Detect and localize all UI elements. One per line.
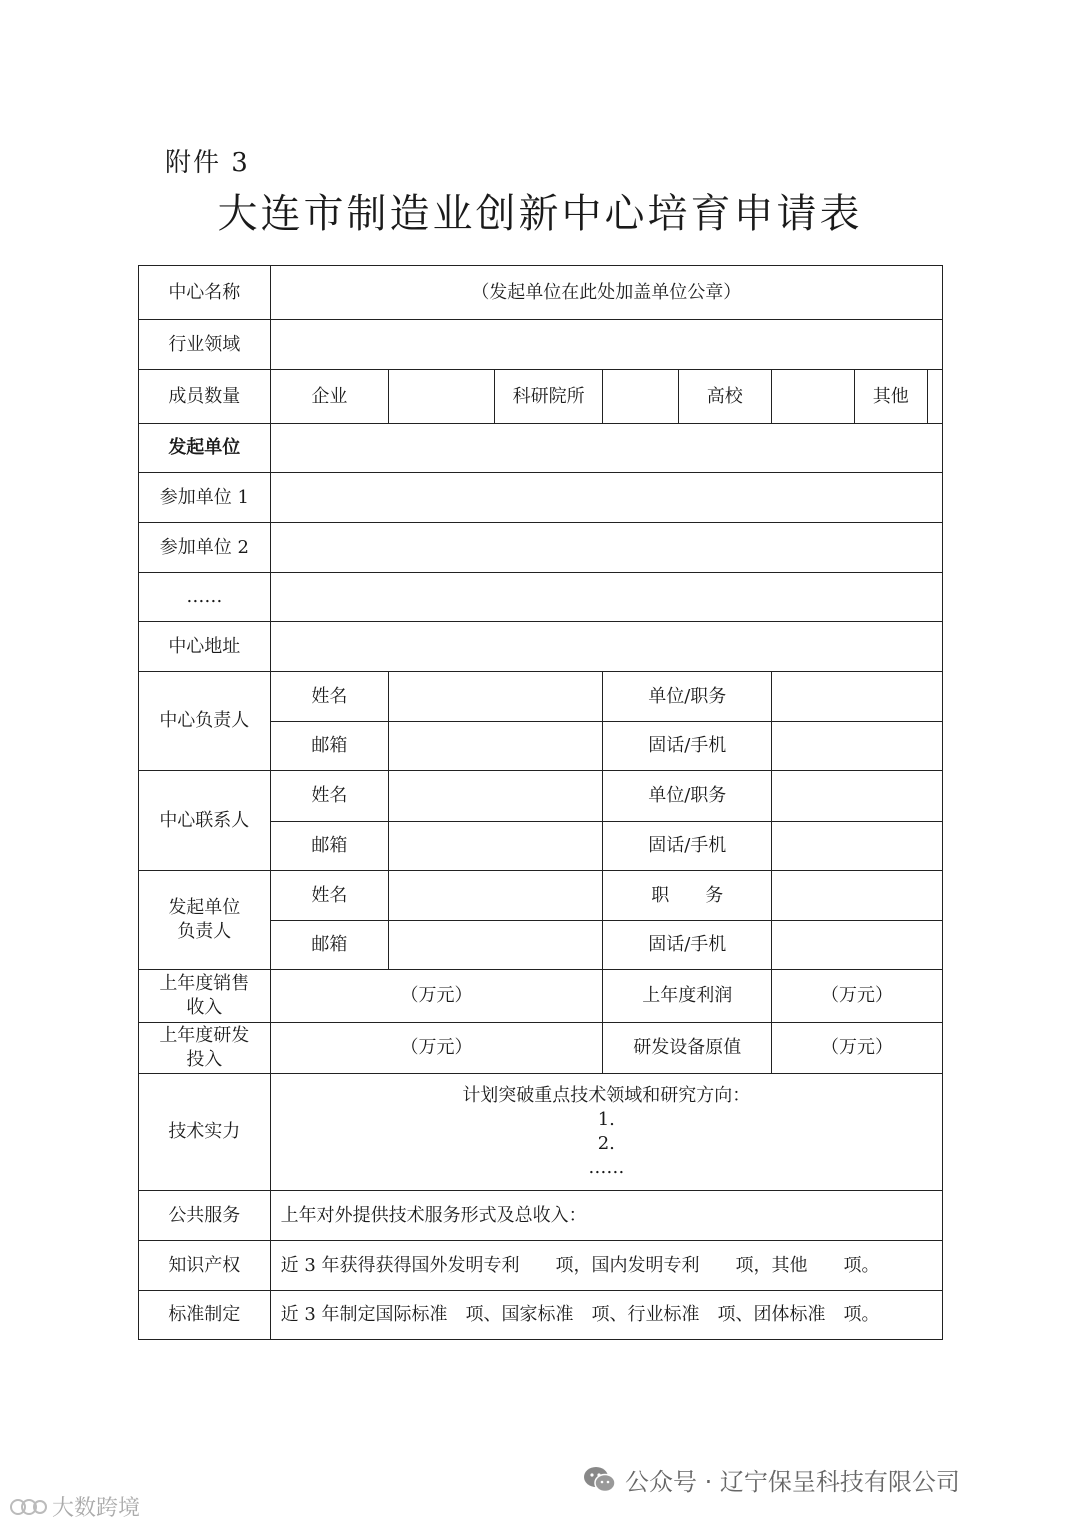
leader-name-label: 姓名 xyxy=(270,672,389,722)
tech-line-2: 1. xyxy=(597,1109,615,1130)
watermark-text: 大数跨境 xyxy=(52,1496,141,1521)
rd-investment-label xyxy=(139,1023,271,1074)
standards-field[interactable]: 近 3 年制定国际标准 项、国家标准 项、行业标准 项、团体标准 项。 xyxy=(270,1291,942,1340)
initiator-head-duty-field[interactable] xyxy=(772,871,943,921)
attachment-label: 附件 3 xyxy=(165,148,250,178)
initiator-label: 发起单位 xyxy=(139,424,271,473)
sales-revenue-label xyxy=(139,970,271,1023)
row-ellipsis xyxy=(139,573,943,622)
contact-position-field[interactable] xyxy=(772,771,943,822)
address-field[interactable] xyxy=(270,622,942,672)
participant-1-label: 参加单位 1 xyxy=(139,473,271,523)
participant-1-field[interactable] xyxy=(270,473,942,523)
corner-watermark xyxy=(8,1491,140,1522)
initiator-head-phone-field[interactable] xyxy=(772,921,943,970)
other-count-field[interactable] xyxy=(928,370,942,423)
initiator-head-email-label: 邮箱 xyxy=(270,921,389,970)
industry-label: 行业领域 xyxy=(139,320,271,370)
university-count-field[interactable] xyxy=(772,370,855,424)
row-center-name xyxy=(139,266,943,320)
rd-equipment-field[interactable]: （万元） xyxy=(772,1023,943,1074)
tech-field[interactable] xyxy=(270,1074,942,1191)
row-ip xyxy=(139,1241,943,1291)
initiator-head-phone-label: 固话/手机 xyxy=(603,921,772,970)
leader-email-field[interactable] xyxy=(389,722,603,771)
wechat-footer xyxy=(583,1462,960,1497)
ip-field[interactable]: 近 3 年获得获得国外发明专利 项，国内发明专利 项，其他 项。 xyxy=(270,1241,942,1291)
university-label: 高校 xyxy=(678,370,772,424)
row-standards xyxy=(139,1291,943,1340)
row-finance-1 xyxy=(139,970,943,1023)
initiator-head-name-field[interactable] xyxy=(389,871,603,921)
leader-name-field[interactable] xyxy=(389,672,603,722)
initiator-head-label-line1: 发起单位 xyxy=(168,897,241,918)
initiator-head-label-line2: 负责人 xyxy=(177,921,232,942)
leader-label: 中心负责人 xyxy=(139,672,271,771)
other-count-cell[interactable] xyxy=(854,370,942,424)
industry-field[interactable] xyxy=(270,320,942,370)
row-finance-2 xyxy=(139,1023,943,1074)
row-participant-2 xyxy=(139,523,943,573)
address-label: 中心地址 xyxy=(139,622,271,672)
contact-name-field[interactable] xyxy=(389,771,603,822)
row-public-service xyxy=(139,1191,943,1241)
leader-position-field[interactable] xyxy=(772,672,943,722)
contact-email-label: 邮箱 xyxy=(270,822,389,871)
center-name-label: 中心名称 xyxy=(139,266,271,320)
row-tech xyxy=(139,1074,943,1191)
sales-revenue-field[interactable]: （万元） xyxy=(270,970,603,1023)
contact-label: 中心联系人 xyxy=(139,771,271,871)
enterprise-label: 企业 xyxy=(270,370,389,424)
rd-investment-field[interactable]: （万元） xyxy=(270,1023,603,1074)
public-service-field[interactable]: 上年对外提供技术服务形式及总收入： xyxy=(270,1191,942,1241)
row-participant-1 xyxy=(139,473,943,523)
tech-label: 技术实力 xyxy=(139,1074,271,1191)
enterprise-count-field[interactable] xyxy=(389,370,495,424)
contact-phone-label: 固话/手机 xyxy=(603,822,772,871)
wechat-icon xyxy=(583,1465,617,1495)
participant-2-label: 参加单位 2 xyxy=(139,523,271,573)
institute-label: 科研院所 xyxy=(494,370,603,424)
rd-investment-label-line1: 上年度研发 xyxy=(159,1025,250,1046)
tech-line-1: 计划突破重点技术领域和研究方向： xyxy=(462,1085,751,1106)
cloud-logo-icon xyxy=(8,1497,48,1517)
initiator-head-label xyxy=(139,871,271,970)
leader-position-label: 单位/职务 xyxy=(603,672,772,722)
leader-email-label: 邮箱 xyxy=(270,722,389,771)
tech-line-4: …… xyxy=(588,1157,625,1178)
ip-label: 知识产权 xyxy=(139,1241,271,1291)
row-initiator xyxy=(139,424,943,473)
contact-phone-field[interactable] xyxy=(772,822,943,871)
contact-email-field[interactable] xyxy=(389,822,603,871)
row-contact-1 xyxy=(139,771,943,822)
initiator-head-duty-label: 职 务 xyxy=(603,871,772,921)
application-form-table xyxy=(138,265,943,1340)
standards-label: 标准制定 xyxy=(139,1291,271,1340)
leader-phone-label: 固话/手机 xyxy=(603,722,772,771)
rd-investment-label-line2: 投入 xyxy=(186,1049,223,1070)
row-leader-1 xyxy=(139,672,943,722)
contact-name-label: 姓名 xyxy=(270,771,389,822)
profit-field[interactable]: （万元） xyxy=(772,970,943,1023)
participant-2-field[interactable] xyxy=(270,523,942,573)
rd-equipment-label: 研发设备原值 xyxy=(603,1023,772,1074)
row-address xyxy=(139,622,943,672)
ellipsis-label: …… xyxy=(139,573,271,622)
other-label: 其他 xyxy=(855,370,928,423)
initiator-head-name-label: 姓名 xyxy=(270,871,389,921)
form-title: 大连市制造业创新中心培育申请表 xyxy=(217,191,863,237)
row-industry xyxy=(139,320,943,370)
initiator-field[interactable] xyxy=(270,424,942,473)
center-name-field[interactable]: （发起单位在此处加盖单位公章） xyxy=(270,266,942,320)
wechat-account-name: 公众号 · 辽宁保呈科技有限公司 xyxy=(625,1468,960,1496)
sales-revenue-label-line1: 上年度销售 xyxy=(159,973,250,994)
members-label: 成员数量 xyxy=(139,370,271,424)
profit-label: 上年度利润 xyxy=(603,970,772,1023)
row-initiator-head-1 xyxy=(139,871,943,921)
tech-line-3: 2. xyxy=(597,1133,615,1154)
row-members xyxy=(139,370,943,424)
initiator-head-email-field[interactable] xyxy=(389,921,603,970)
ellipsis-field[interactable] xyxy=(270,573,942,622)
contact-position-label: 单位/职务 xyxy=(603,771,772,822)
leader-phone-field[interactable] xyxy=(772,722,943,771)
institute-count-field[interactable] xyxy=(603,370,678,424)
sales-revenue-label-line2: 收入 xyxy=(186,997,223,1018)
public-service-label: 公共服务 xyxy=(139,1191,271,1241)
